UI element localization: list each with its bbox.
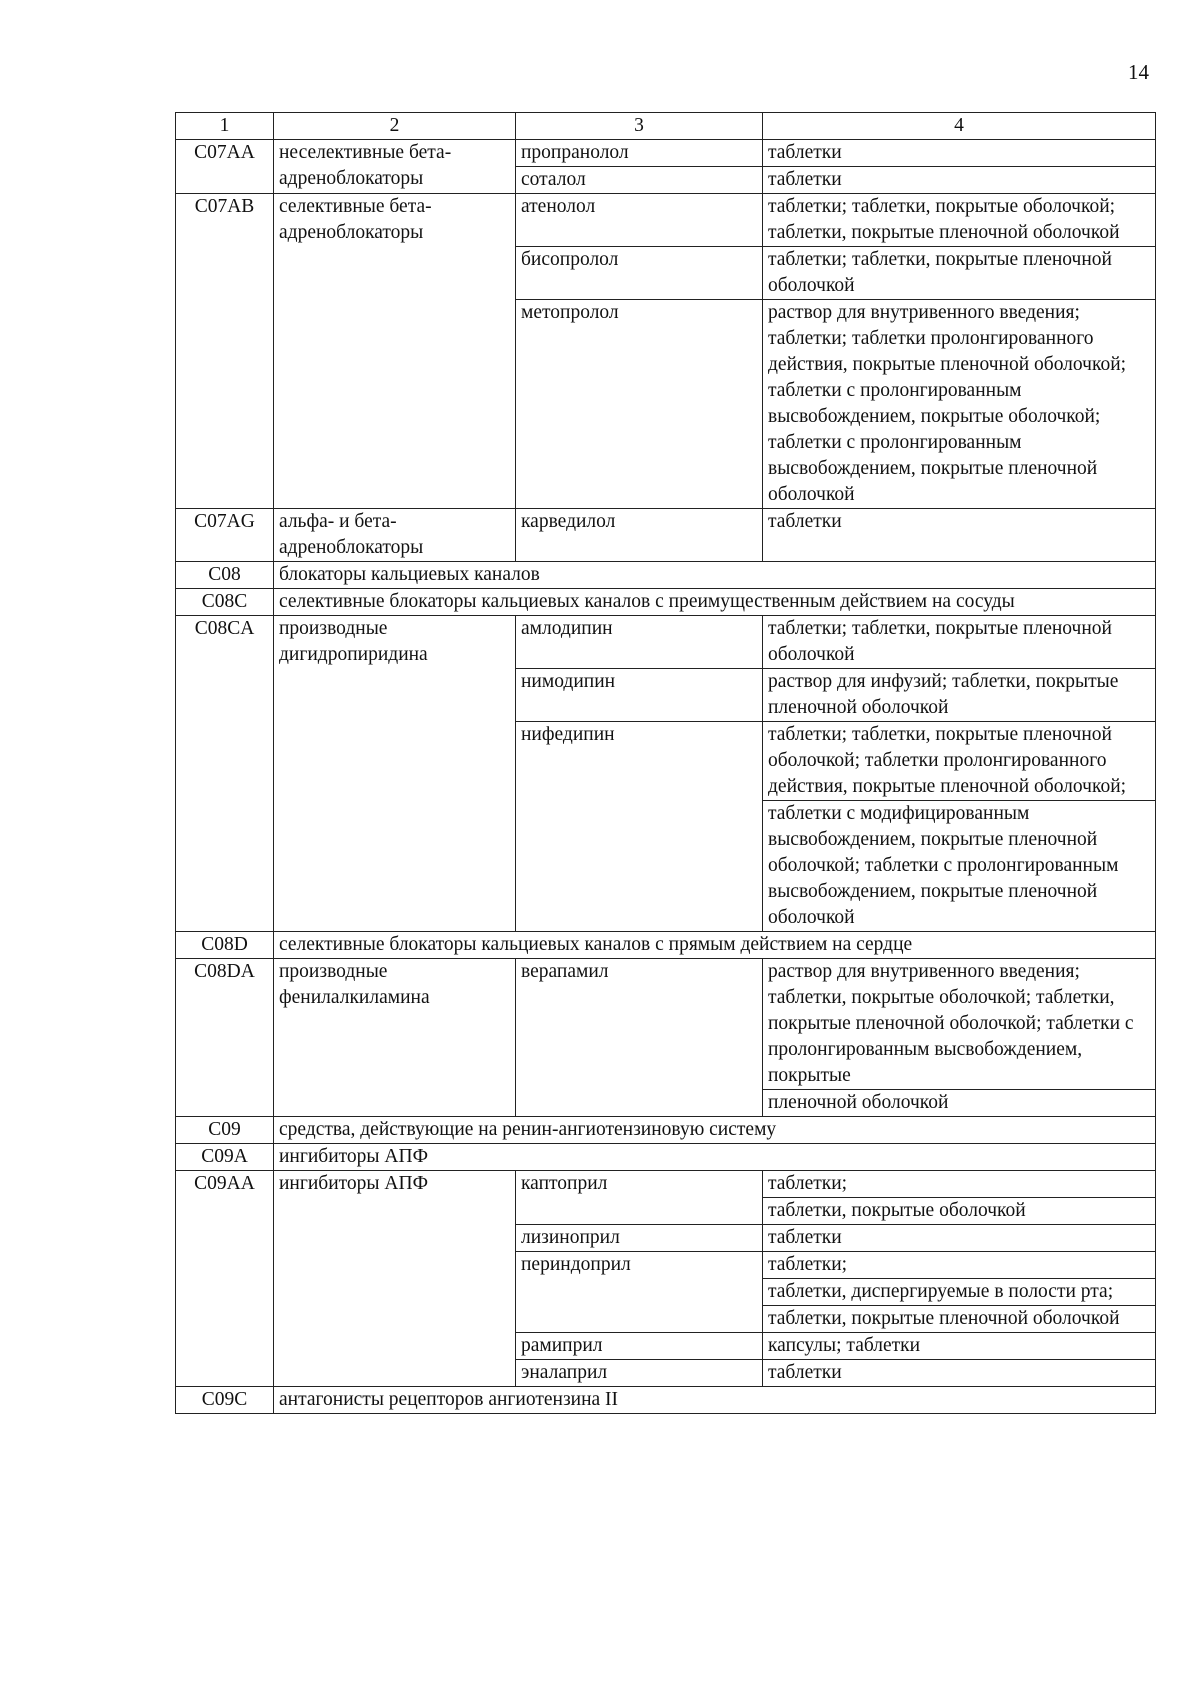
- dosage-form-cell: таблетки, покрытые оболочкой: [763, 1198, 1156, 1225]
- dosage-form-cell: пленочной оболочкой: [763, 1090, 1156, 1117]
- atc-code-cell: C09A: [176, 1144, 274, 1171]
- atc-code-cell: C07AB: [176, 194, 274, 509]
- group-name-cell: производные дигидропиридина: [274, 616, 516, 932]
- drug-name-cell: соталол: [516, 167, 763, 194]
- drug-name-cell: рамиприл: [516, 1333, 763, 1360]
- drug-name-cell: метопролол: [516, 300, 763, 509]
- dosage-form-cell: таблетки: [763, 140, 1156, 167]
- column-header-3: 3: [516, 113, 763, 140]
- drug-classification-table: [175, 112, 1156, 1414]
- dosage-form-cell: таблетки: [763, 167, 1156, 194]
- atc-code-cell: C08DA: [176, 959, 274, 1117]
- dosage-form-cell: таблетки с модифицированным высвобождением, покрытые пленочной оболочкой; таблетки с пролонгированным высвобождением, покрытые пленочной оболочкой: [763, 801, 1156, 932]
- dosage-form-cell: таблетки; таблетки, покрытые пленочной оболочкой: [763, 616, 1156, 669]
- group-name-cell: ингибиторы АПФ: [274, 1171, 516, 1387]
- atc-code-cell: C09C: [176, 1387, 274, 1414]
- dosage-form-cell: таблетки;: [763, 1171, 1156, 1198]
- group-name-cell: производные фенилалкиламина: [274, 959, 516, 1117]
- dosage-form-cell: таблетки;: [763, 1252, 1156, 1279]
- table-row: [176, 1117, 1156, 1144]
- table-row: [176, 959, 1156, 1090]
- drug-name-cell: нифедипин: [516, 722, 763, 932]
- column-header-2: 2: [274, 113, 516, 140]
- group-name-cell: селективные блокаторы кальциевых каналов с прямым действием на сердце: [274, 932, 1156, 959]
- group-name-cell: блокаторы кальциевых каналов: [274, 562, 1156, 589]
- page-number: 14: [1128, 60, 1149, 84]
- drug-name-cell: карведилол: [516, 509, 763, 562]
- dosage-form-cell: таблетки; таблетки, покрытые пленочной оболочкой; таблетки пролонгированного действия, покрытые пленочной оболочкой;: [763, 722, 1156, 801]
- dosage-form-cell: таблетки; таблетки, покрытые пленочной оболочкой: [763, 247, 1156, 300]
- atc-code-cell: C07AA: [176, 140, 274, 194]
- table-row: [176, 194, 1156, 247]
- table-row: [176, 1144, 1156, 1171]
- atc-code-cell: C08: [176, 562, 274, 589]
- dosage-form-cell: раствор для инфузий; таблетки, покрытые пленочной оболочкой: [763, 669, 1156, 722]
- group-name-cell: средства, действующие на ренин-ангиотензиновую систему: [274, 1117, 1156, 1144]
- atc-code-cell: C08C: [176, 589, 274, 616]
- drug-name-cell: каптоприл: [516, 1171, 763, 1225]
- table-row: [176, 509, 1156, 562]
- dosage-form-cell: таблетки: [763, 1360, 1156, 1387]
- dosage-form-cell: таблетки: [763, 1225, 1156, 1252]
- table-row: [176, 932, 1156, 959]
- drug-name-cell: лизиноприл: [516, 1225, 763, 1252]
- dosage-form-cell: таблетки, покрытые пленочной оболочкой: [763, 1306, 1156, 1333]
- dosage-form-cell: таблетки, диспергируемые в полости рта;: [763, 1279, 1156, 1306]
- group-name-cell: селективные блокаторы кальциевых каналов с преимущественным действием на сосуды: [274, 589, 1156, 616]
- drug-name-cell: нимодипин: [516, 669, 763, 722]
- table-row: [176, 616, 1156, 669]
- table-row: [176, 562, 1156, 589]
- group-name-cell: селективные бета- адреноблокаторы: [274, 194, 516, 509]
- group-name-cell: антагонисты рецепторов ангиотензина II: [274, 1387, 1156, 1414]
- column-header-1: 1: [176, 113, 274, 140]
- dosage-form-cell: капсулы; таблетки: [763, 1333, 1156, 1360]
- drug-name-cell: амлодипин: [516, 616, 763, 669]
- table-row: [176, 1387, 1156, 1414]
- drug-name-cell: эналаприл: [516, 1360, 763, 1387]
- table-header-row: [176, 113, 1156, 140]
- atc-code-cell: C09: [176, 1117, 274, 1144]
- table-row: [176, 589, 1156, 616]
- dosage-form-cell: таблетки; таблетки, покрытые оболочкой; таблетки, покрытые пленочной оболочкой: [763, 194, 1156, 247]
- column-header-4: 4: [763, 113, 1156, 140]
- group-name-cell: ингибиторы АПФ: [274, 1144, 1156, 1171]
- drug-name-cell: периндоприл: [516, 1252, 763, 1333]
- dosage-form-cell: таблетки: [763, 509, 1156, 562]
- atc-code-cell: C08D: [176, 932, 274, 959]
- dosage-form-cell: раствор для внутривенного введения; таблетки, покрытые оболочкой; таблетки, покрытые пленочной оболочкой; таблетки с пролонгированным высвобождением, покрытые: [763, 959, 1156, 1090]
- table-row: [176, 1171, 1156, 1198]
- group-name-cell: альфа- и бета- адреноблокаторы: [274, 509, 516, 562]
- drug-name-cell: пропранолол: [516, 140, 763, 167]
- atc-code-cell: C08CA: [176, 616, 274, 932]
- drug-name-cell: верапамил: [516, 959, 763, 1117]
- drug-name-cell: атенолол: [516, 194, 763, 247]
- atc-code-cell: C09AA: [176, 1171, 274, 1387]
- group-name-cell: неселективные бета-адреноблокаторы: [274, 140, 516, 194]
- atc-code-cell: C07AG: [176, 509, 274, 562]
- table-row: [176, 140, 1156, 167]
- dosage-form-cell: раствор для внутривенного введения; таблетки; таблетки пролонгированного действия, покрытые пленочной оболочкой; таблетки с пролонгированным высвобождением, покрытые оболочкой; таблетки с пролонгированным высвобождением, покрытые пленочной оболочкой: [763, 300, 1156, 509]
- drug-name-cell: бисопролол: [516, 247, 763, 300]
